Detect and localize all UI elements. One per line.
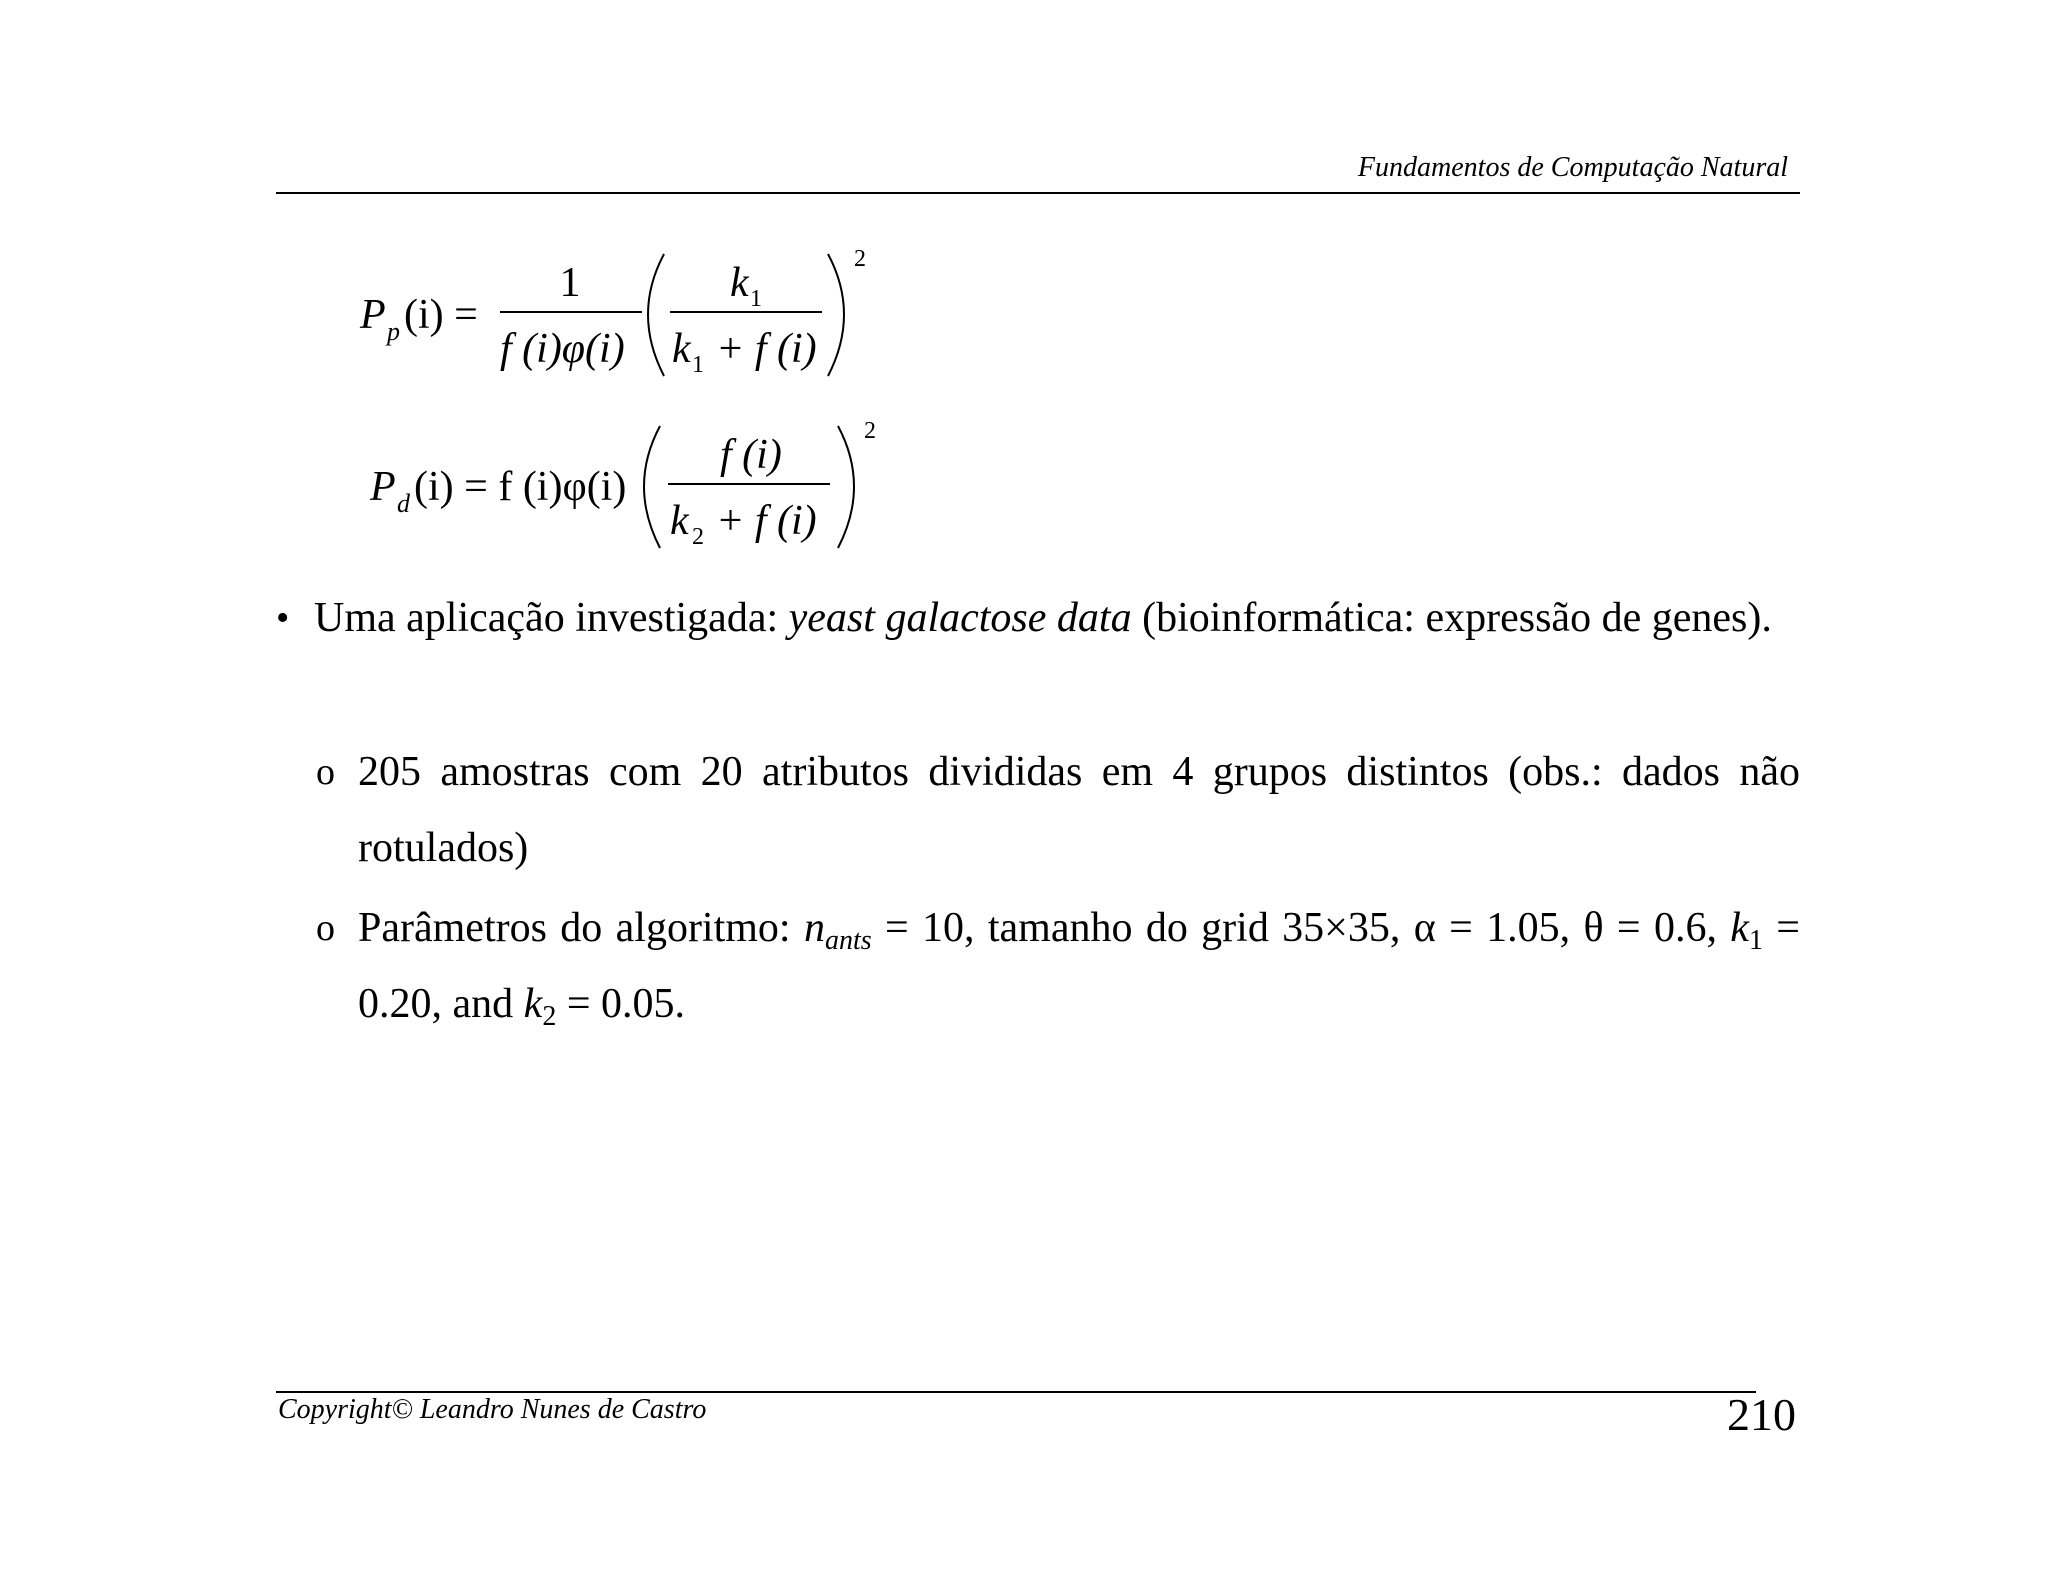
sub-bullet-marker: o — [316, 907, 335, 949]
pp-symbol: P — [360, 292, 386, 338]
pp-frac1-numerator: 1 — [559, 260, 581, 306]
params-text-3: = 0.20, and — [358, 905, 1800, 1027]
bullet-application-text-after: (bioinformática: expressão de genes). — [1131, 595, 1772, 641]
params-k1-var: k — [1730, 905, 1749, 951]
pp-frac2-numerator: k — [730, 260, 749, 306]
pd-frac-den-rest: + f (i) — [716, 498, 817, 544]
sub-bullet-parameters — [316, 890, 1800, 1042]
pp-frac2-den-rest: + f (i) — [716, 326, 817, 372]
pd-left-paren — [644, 426, 660, 548]
bullet-application-text-before: Uma aplicação investigada: — [314, 595, 789, 641]
running-header: Fundamentos de Computação Natural — [1357, 152, 1788, 183]
params-k2-sub: 2 — [542, 1001, 557, 1032]
params-text-4: = 0.05. — [556, 981, 685, 1027]
pp-right-paren — [828, 254, 844, 376]
pd-frac-den-sub: 2 — [692, 524, 704, 550]
pp-left-paren — [648, 254, 664, 376]
pd-symbol: P — [370, 464, 396, 510]
pd-right-paren — [838, 426, 854, 548]
formula-pd — [370, 420, 890, 560]
pp-exponent: 2 — [854, 246, 866, 272]
sub-bullet-marker: o — [316, 751, 335, 793]
pd-frac-den-k: k — [670, 498, 689, 544]
params-k1-sub: 1 — [1748, 925, 1763, 956]
params-text-2: = 10, tamanho do grid 35×35, α = 1.05, θ = 0.6, — [871, 905, 1731, 951]
params-k2-var: k — [523, 981, 543, 1027]
bullet-dot: • — [276, 597, 290, 639]
params-n-var: n — [803, 905, 825, 951]
pp-argument: (i) = — [404, 292, 478, 338]
bullet-application-dataset: yeast galactose data — [788, 595, 1132, 641]
sub-bullet-samples-text: 205 amostras com 20 atributos divididas em 4 grupos distintos (obs.: dados não rotulados) — [358, 749, 1800, 871]
pd-frac-numerator: f (i) — [720, 432, 782, 478]
formula-pp — [360, 248, 880, 388]
pp-subscript: p — [387, 317, 400, 346]
pp-frac2-den-k: k — [672, 326, 691, 372]
sub-bullet-samples — [316, 734, 1800, 886]
header-rule — [276, 192, 1800, 194]
bullet-application — [276, 580, 1800, 656]
pp-frac2-den-sub: 1 — [692, 352, 704, 378]
sub-bullet-parameters-text — [358, 890, 1800, 1042]
footer-copyright: Copyright© Leandro Nunes de Castro — [278, 1394, 707, 1425]
footer-rule — [276, 1391, 1756, 1393]
params-n-sub: ants — [824, 925, 872, 956]
pd-argument: (i) = f (i)φ(i) — [414, 464, 627, 510]
bullet-application-text — [314, 580, 1800, 656]
pp-frac1-denominator: f (i)φ(i) — [500, 326, 625, 372]
pd-subscript: d — [397, 489, 410, 518]
pd-exponent: 2 — [864, 418, 876, 444]
pp-frac2-numerator-sub: 1 — [750, 286, 762, 312]
params-text-1: Parâmetros do algoritmo: — [358, 905, 804, 951]
page-number: 210 — [1727, 1389, 1796, 1440]
